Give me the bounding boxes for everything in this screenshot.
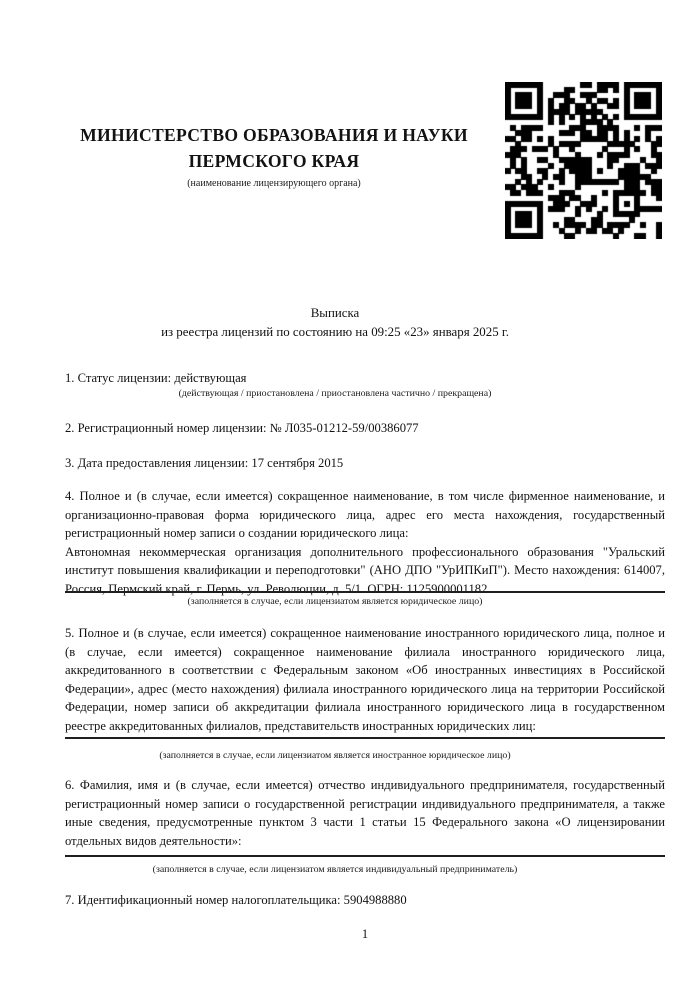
legal-entity-section <box>65 487 665 599</box>
license-grant-date: 3. Дата предоставления лицензии: 17 сентября 2015 <box>65 456 344 470</box>
entrepreneur-heading: 6. Фамилия, имя и (в случае, если имеется) отчество индивидуального предпринимателя, государственный регистрационный номер записи о государственной регистрации индивидуального предпринимателя, а также иные сведения, предусмотренные пунктом 3 части 1 статьи 15 Федерального закона «О лицензировании отдельных видов деятельности»: <box>65 778 665 848</box>
ministry-name-line1: МИНИСТЕРСТВО ОБРАЗОВАНИЯ И НАУКИ <box>80 125 468 145</box>
entrepreneur-underline <box>65 855 665 857</box>
legal-entity-heading: 4. Полное и (в случае, если имеется) сокращенное наименование, в том числе фирменное наименование, и организационно-правовая форма юридического лица, адрес его места нахождения, государственный регистрационный номер записи о создании юридического лица: <box>65 489 665 541</box>
document-title-line2: из реестра лицензий по состоянию на 09:25 «23» января 2025 г. <box>161 324 509 339</box>
taxpayer-id: 7. Идентификационный номер налогоплательщика: 5904988880 <box>65 893 407 907</box>
page-number: 1 <box>361 927 369 941</box>
license-status: 1. Статус лицензии: действующая <box>65 371 247 385</box>
document-title-line1: Выписка <box>310 306 360 320</box>
qr-code <box>505 82 662 239</box>
legal-entity-value: Автономная некоммерческая организация дополнительного профессионального образования "Уральский институт повышения квалификации и переподготовки" (АНО ДПО "УрИПКиП"). Место нахождения: 614007, Россия, Пермский край, г. Пермь, ул. Революции, д. 5/1. ОГРН: 1125900001182. <box>65 544 665 596</box>
license-status-note: (действующая / приостановлена / приостановлена частично / прекращена) <box>178 388 492 399</box>
legal-entity-underline <box>65 591 665 593</box>
licensing-authority-caption: (наименование лицензирующего органа) <box>187 178 361 189</box>
document-title <box>65 304 605 341</box>
entrepreneur-note: (заполняется в случае, если лицензиатом является индивидуальный предприниматель) <box>152 864 518 875</box>
foreign-entity-note: (заполняется в случае, если лицензиатом является иностранное юридическое лицо) <box>159 750 511 761</box>
foreign-entity-underline <box>65 737 665 739</box>
license-registration-number: 2. Регистрационный номер лицензии: № Л035-01212-59/00386077 <box>65 421 419 435</box>
foreign-entity-heading: 5. Полное и (в случае, если имеется) сокращенное наименование иностранного юридического лица, полное и (в случае, если имеется) сокращенное наименование филиала иностранного юридического лица, аккредитованного в соответствии с Федеральным законом «Об иностранных инвестициях в Российской Федерации», адрес (место нахождения) филиала иностранного юридического лица на территории Российской Федерации, номер записи об аккредитации филиала иностранного юридического лица в государственном реестре аккредитованных филиалов, представительств иностранных юридических лиц: <box>65 626 665 733</box>
licensing-authority-block <box>65 122 483 190</box>
ministry-name-line2: ПЕРМСКОГО КРАЯ <box>188 151 360 171</box>
legal-entity-note: (заполняется в случае, если лицензиатом является юридическое лицо) <box>187 596 483 607</box>
